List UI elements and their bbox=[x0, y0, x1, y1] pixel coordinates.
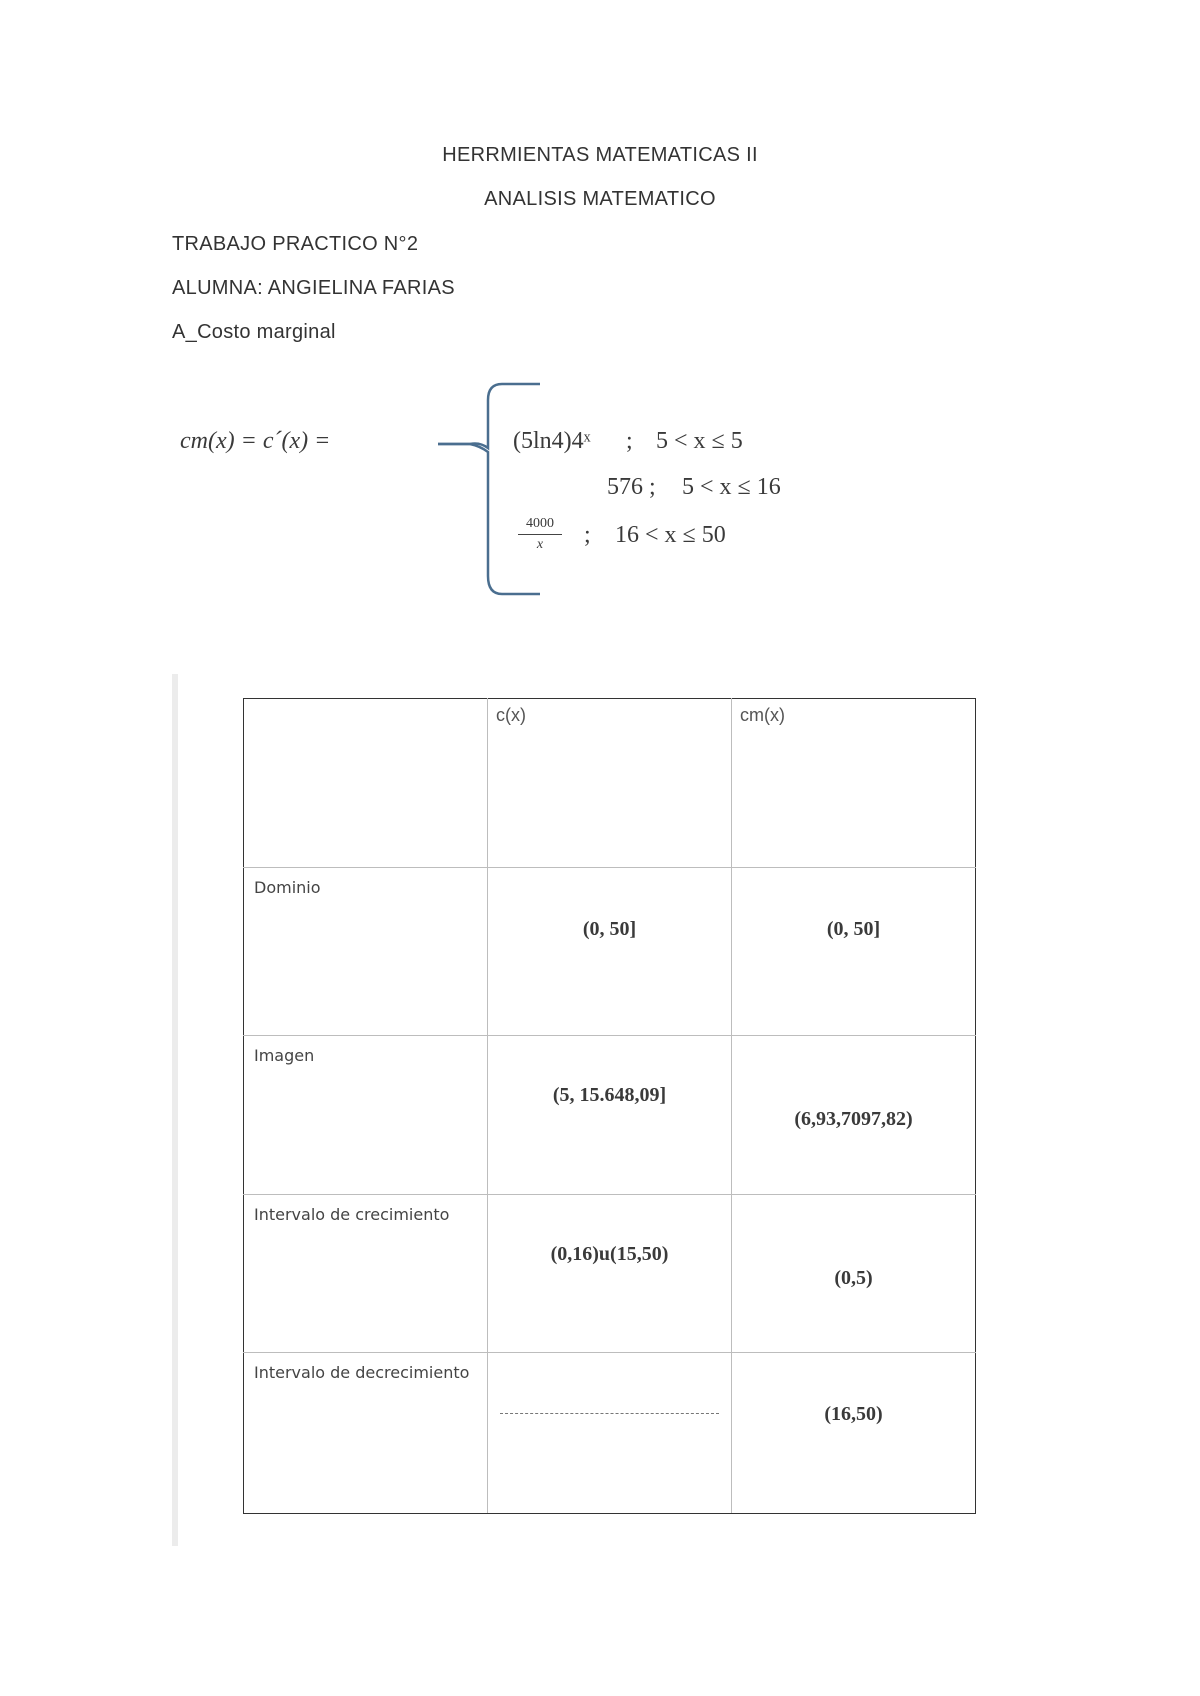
case3-condition: 16 < x ≤ 50 bbox=[615, 522, 726, 548]
header-cmx-label: cm(x) bbox=[740, 705, 785, 725]
row-label-cell bbox=[244, 867, 488, 1036]
cmx-value-cell bbox=[732, 1353, 976, 1514]
assignment-label: TRABAJO PRACTICO N°2 bbox=[172, 233, 419, 255]
cx-value: (5, 15.648,09] bbox=[552, 1084, 667, 1107]
cx-value-cell bbox=[488, 1194, 732, 1353]
row-label: Imagen bbox=[254, 1046, 315, 1066]
header-cx-label: c(x) bbox=[496, 705, 526, 725]
cmx-value-cell bbox=[732, 1194, 976, 1353]
cmx-value: (0,5) bbox=[834, 1266, 873, 1289]
table-row bbox=[244, 867, 976, 1036]
case1-separator: ; bbox=[626, 428, 633, 454]
table-row bbox=[244, 1036, 976, 1195]
row-label: Dominio bbox=[254, 877, 321, 897]
brace-icon bbox=[430, 378, 550, 608]
document-title: HERRMIENTAS MATEMATICAS II bbox=[442, 144, 758, 166]
cmx-value-cell bbox=[732, 867, 976, 1036]
document-subtitle: ANALISIS MATEMATICO bbox=[484, 188, 716, 210]
row-label-cell bbox=[244, 1194, 488, 1353]
cx-value: (0, 50] bbox=[582, 917, 637, 940]
case3-numerator: 4000 bbox=[518, 516, 562, 535]
section-heading: A_Costo marginal bbox=[172, 321, 336, 343]
case3-fraction bbox=[518, 516, 562, 553]
case1-expression: (5ln4)4ˣ bbox=[513, 428, 591, 454]
table-row bbox=[244, 1194, 976, 1353]
cmx-value-cell bbox=[732, 1036, 976, 1195]
cx-value-cell bbox=[488, 1036, 732, 1195]
cx-value-cell bbox=[488, 867, 732, 1036]
case2-expression: 576 ; bbox=[607, 474, 656, 500]
cmx-value: (6,93,7097,82) bbox=[794, 1108, 913, 1131]
case1-condition: 5 < x ≤ 5 bbox=[656, 428, 743, 454]
cmx-value: (16,50) bbox=[824, 1403, 883, 1426]
empty-value-dashes bbox=[500, 1413, 719, 1414]
margin-band bbox=[172, 674, 178, 1546]
case3-denominator: x bbox=[536, 537, 544, 552]
formula-lhs: cm(x) = c´(x) = bbox=[180, 428, 331, 454]
row-label: Intervalo de crecimiento bbox=[254, 1204, 450, 1224]
cmx-value: (0, 50] bbox=[826, 917, 881, 940]
table-row bbox=[244, 1353, 976, 1514]
header-cell-cmx bbox=[732, 699, 976, 868]
header-cell-cx bbox=[488, 699, 732, 868]
row-label-cell bbox=[244, 1353, 488, 1514]
student-name: ALUMNA: ANGIELINA FARIAS bbox=[172, 277, 455, 299]
analysis-table bbox=[243, 698, 976, 1514]
case2-condition: 5 < x ≤ 16 bbox=[682, 474, 781, 500]
row-label-cell bbox=[244, 1036, 488, 1195]
case3-separator: ; bbox=[584, 522, 591, 548]
header-cell-empty bbox=[244, 699, 488, 868]
cx-value-cell bbox=[488, 1353, 732, 1514]
row-label: Intervalo de decrecimiento bbox=[254, 1363, 470, 1383]
table-header-row bbox=[244, 699, 976, 868]
cx-value: (0,16)u(15,50) bbox=[550, 1242, 669, 1265]
